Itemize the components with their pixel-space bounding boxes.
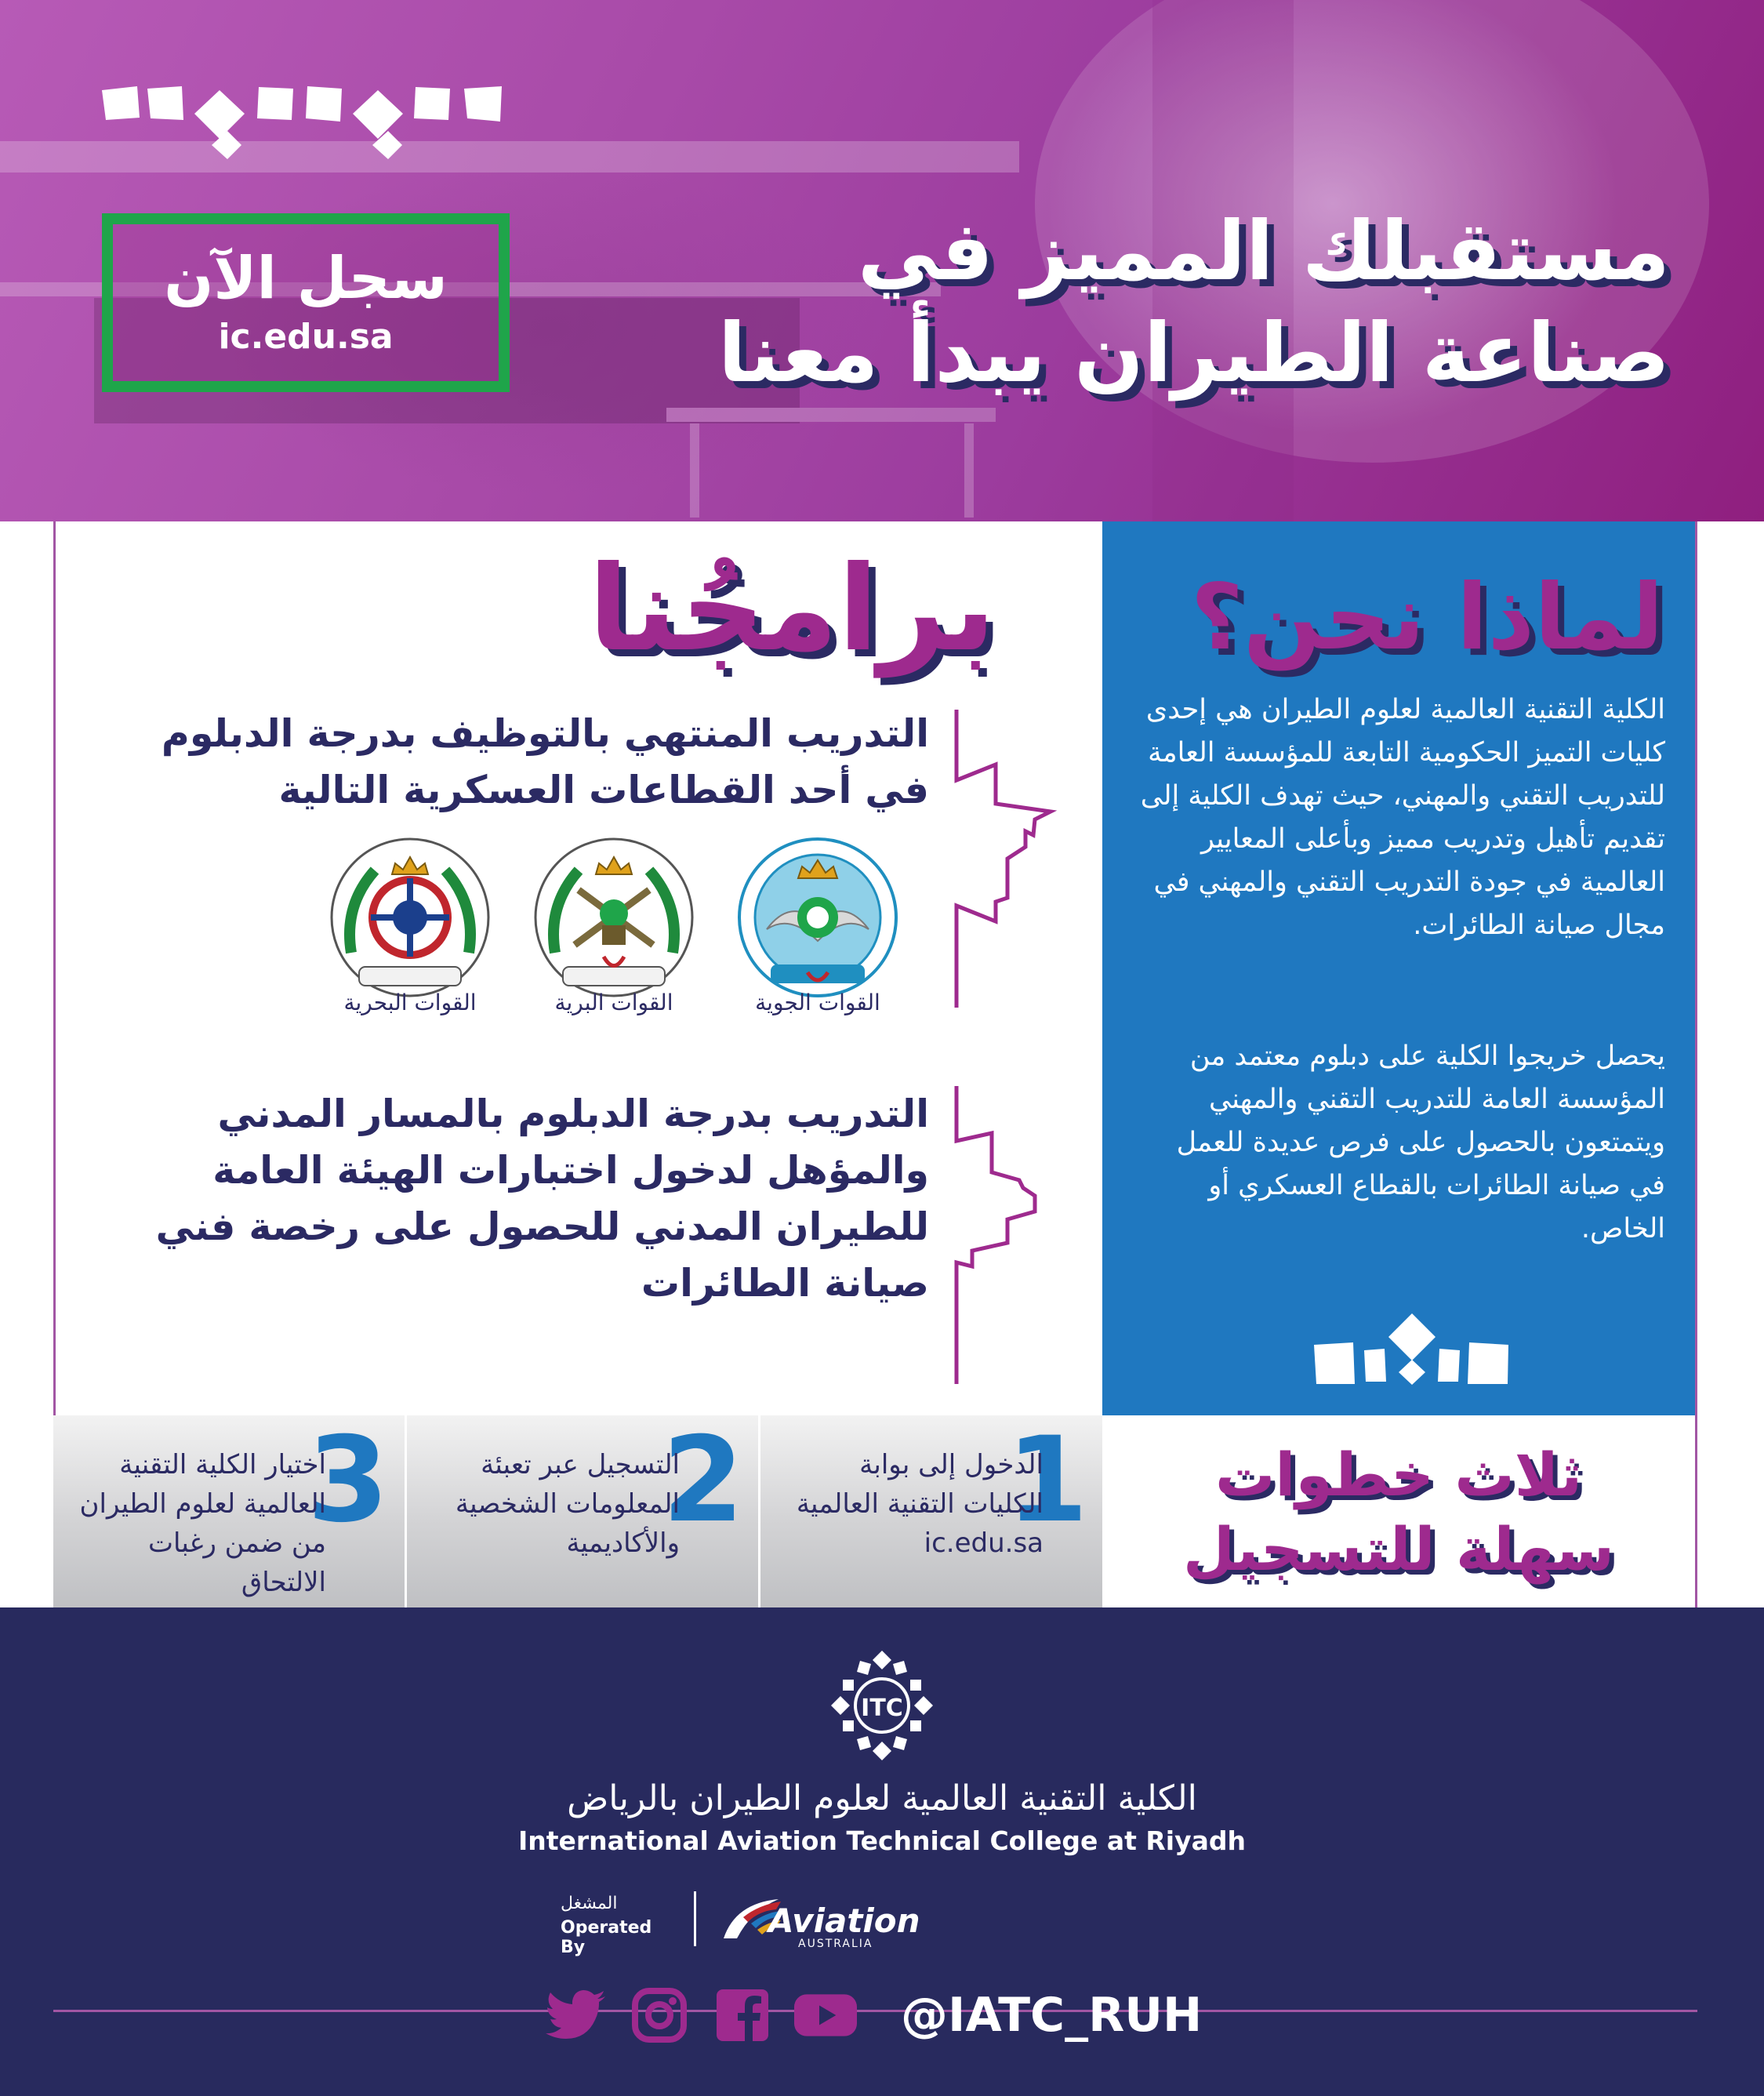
program-civil: التدريب بدرجة الدبلوم بالمسار المدني والمؤهل لدخول اختبارات الهيئة العامة للطيران المدني للحصول على رخصة فني صيانة الطائرات: [155, 1092, 929, 1306]
navy-emblem-icon: [328, 835, 492, 1000]
operator-subtitle: AUSTRALIA: [798, 1938, 873, 1950]
wave-line-icon: [933, 1086, 1058, 1384]
army-emblem-icon: [532, 835, 696, 1000]
step-text-line: التسجيل عبر تعبئة: [481, 1449, 680, 1480]
step-text-line: المعلومات الشخصية: [455, 1488, 680, 1520]
step-text-line: العالمية لعلوم الطيران: [79, 1488, 326, 1520]
step-number: 3: [307, 1412, 389, 1549]
programs-title: برامجُنا: [588, 541, 996, 677]
college-name-english: International Aviation Technical College at Riyadh: [517, 1825, 1246, 1856]
step-card-3: [53, 1412, 405, 1607]
step-link-url[interactable]: ic.edu.sa: [924, 1528, 1044, 1559]
step-number: 1: [1006, 1412, 1088, 1549]
operator-divider: [694, 1891, 696, 1946]
twitter-icon[interactable]: [545, 1988, 608, 2043]
why-us-paragraph-1: الكلية التقنية العالمية لعلوم الطيران هي إحدى كليات التميز الحكومية التابعة للمؤسسة العامة للتدريب التقني والمهني، حيث تهدف الكلية إلى تقديم تأهيل وتدريب مميز وبأعلى المعايير العالمية في جودة التدريب التقني والمهني في مجال صيانة الطائرات.: [1140, 694, 1665, 941]
operated-by-english: Operated By: [561, 1918, 652, 1957]
operated-by: [561, 1894, 678, 1957]
army-label: القوات البرية: [554, 990, 673, 1015]
program-military: التدريب المنتهي بالتوظيف بدرجة الدبلوم في أحد القطاعات العسكرية التالية: [161, 711, 929, 812]
itc-logo-icon: [819, 1647, 945, 1764]
step-text-line: الكليات التقنية العالمية: [796, 1488, 1044, 1520]
decorative-shapes-icon: [102, 82, 510, 169]
register-url[interactable]: ic.edu.sa: [218, 317, 394, 358]
decorative-shapes-icon: [1314, 1310, 1510, 1396]
facebook-icon[interactable]: [711, 1988, 774, 2043]
steps-title-line-1: ثلاث خطوات: [1215, 1439, 1582, 1509]
operator-name: Aviation: [768, 1902, 920, 1940]
wave-line-icon: [933, 710, 1058, 1008]
operated-by-arabic: المشغل: [561, 1894, 618, 1913]
why-us-title: لماذا نحن؟: [1190, 565, 1664, 670]
step-card-2: [405, 1412, 760, 1607]
air-force-emblem-icon: [735, 835, 900, 1000]
youtube-icon[interactable]: [794, 1988, 857, 2043]
headline-line-2: صناعة الطيران يبدأ معنا: [717, 305, 1670, 401]
step-text-line: الالتحاق: [241, 1567, 326, 1598]
steps-title: [1102, 1415, 1695, 1607]
hero-banner: [0, 0, 1764, 521]
air-force-label: القوات الجوية: [755, 990, 880, 1015]
step-text: [421, 1445, 680, 1563]
why-us-panel: [1102, 521, 1695, 1415]
aviation-australia-logo: [720, 1886, 931, 1953]
step-number: 2: [662, 1412, 744, 1549]
step-text-line: اختيار الكلية التقنية: [119, 1449, 326, 1480]
navy-label: القوات البحرية: [343, 990, 477, 1015]
step-card-1: [760, 1412, 1102, 1607]
why-us-paragraph-2: يحصل خريجوا الكلية على دبلوم معتمد من المؤسسة العامة للتدريب التقني والمهني ويتمتعون بالحصول على فرص عديدة للعمل في صيانة الطائرات بالقطاع العسكري أو الخاص.: [1176, 1041, 1665, 1244]
step-text-line: والأكاديمية: [566, 1528, 680, 1559]
step-text-line: من ضمن رغبات: [148, 1528, 326, 1559]
register-now-button[interactable]: [102, 213, 510, 392]
headline-line-1: مستقبلك المميز في: [857, 203, 1670, 299]
social-links: [545, 1988, 1202, 2043]
step-text: [67, 1445, 326, 1602]
college-name-arabic: الكلية التقنية العالمية لعلوم الطيران بالرياض: [567, 1778, 1197, 1818]
steps-title-line-2: سهلة للتسجيل: [1182, 1513, 1615, 1584]
register-now-label: سجل الآن: [164, 244, 448, 312]
instagram-icon[interactable]: [628, 1988, 691, 2043]
social-handle[interactable]: @IATC_RUH: [901, 1988, 1203, 2043]
page-headline: [572, 200, 1670, 404]
step-text: [777, 1445, 1044, 1563]
step-text-line: الدخول إلى بوابة: [859, 1449, 1044, 1480]
itc-logo-text: ITC: [861, 1695, 903, 1722]
